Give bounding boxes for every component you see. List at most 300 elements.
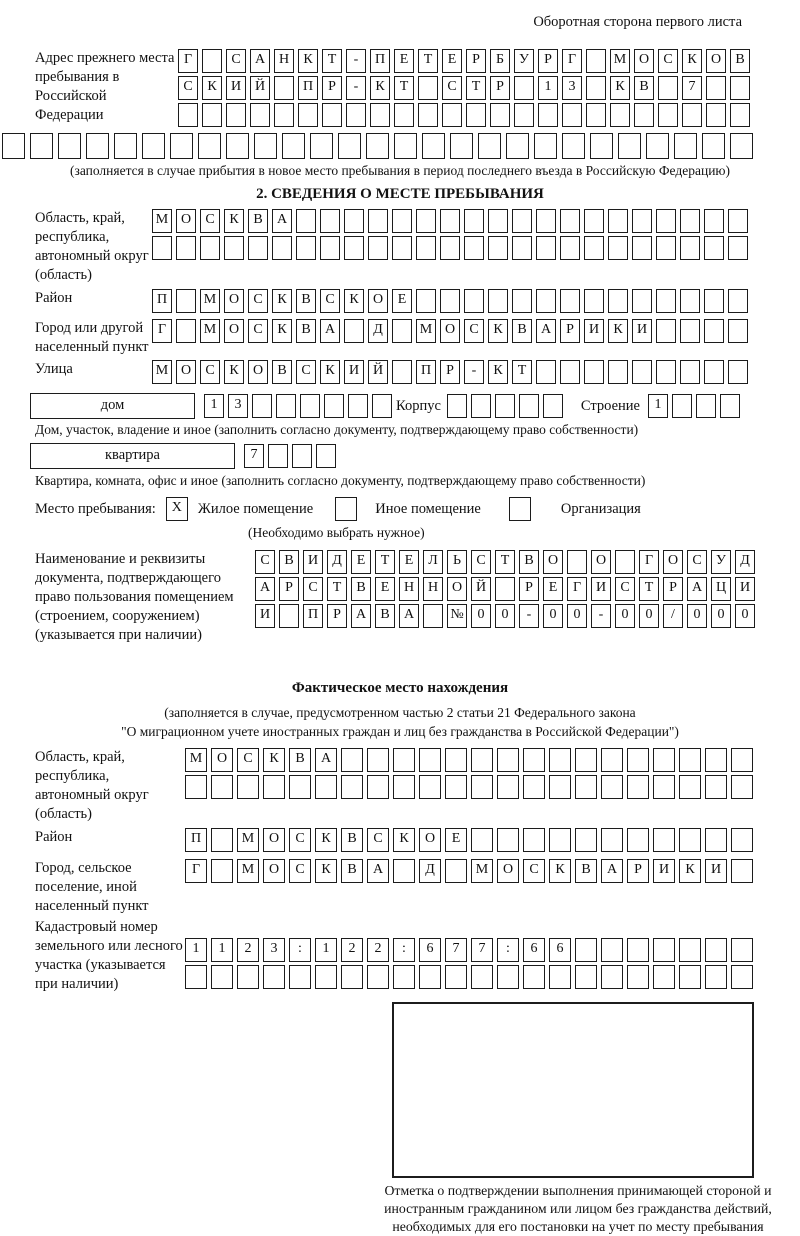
char-box bbox=[658, 103, 678, 127]
char-box: В bbox=[296, 289, 316, 313]
checkbox-other-premises bbox=[335, 497, 357, 521]
char-box bbox=[447, 394, 467, 418]
char-box: К bbox=[488, 360, 508, 384]
char-box: У bbox=[711, 550, 731, 574]
char-box bbox=[506, 133, 529, 159]
char-box: 7 bbox=[682, 76, 702, 100]
char-box bbox=[263, 775, 285, 799]
char-box: К bbox=[315, 859, 337, 883]
char-box bbox=[575, 938, 597, 962]
char-box bbox=[394, 103, 414, 127]
char-box: И bbox=[735, 577, 755, 601]
char-box: М bbox=[200, 289, 220, 313]
char-box bbox=[679, 938, 701, 962]
char-box bbox=[442, 103, 462, 127]
char-box bbox=[705, 828, 727, 852]
char-box: К bbox=[370, 76, 390, 100]
char-box bbox=[211, 965, 233, 989]
char-box: - bbox=[591, 604, 611, 628]
actual-district-field bbox=[0, 828, 800, 855]
char-box: О bbox=[211, 748, 233, 772]
char-box: К bbox=[298, 49, 318, 73]
char-box bbox=[728, 209, 748, 233]
char-box bbox=[519, 394, 539, 418]
char-row bbox=[178, 76, 800, 100]
document-label: Наименование и реквизиты документа, подтверждающего право пользования помещением (строением, сооружением) (указывается при наличии) bbox=[35, 551, 234, 643]
char-box: С bbox=[226, 49, 246, 73]
char-box bbox=[211, 859, 233, 883]
char-box bbox=[728, 360, 748, 384]
char-box bbox=[392, 236, 412, 260]
char-box bbox=[634, 103, 654, 127]
char-box: В bbox=[248, 209, 268, 233]
char-box bbox=[549, 775, 571, 799]
char-box bbox=[704, 236, 724, 260]
actual-location-caption2: "О миграционном учете иностранных граждан и лиц без гражданства в Российской Федерации") bbox=[121, 724, 679, 739]
char-box bbox=[316, 444, 336, 468]
char-box bbox=[445, 965, 467, 989]
char-box: Г bbox=[639, 550, 659, 574]
house-number-row bbox=[204, 394, 396, 418]
char-box: 3 bbox=[562, 76, 582, 100]
stay-type-label: Место пребывания: bbox=[35, 500, 156, 517]
char-box bbox=[653, 828, 675, 852]
char-box: А bbox=[367, 859, 389, 883]
char-box: С bbox=[303, 577, 323, 601]
char-box: Р bbox=[322, 76, 342, 100]
char-box: К bbox=[202, 76, 222, 100]
char-box bbox=[30, 133, 53, 159]
char-box bbox=[298, 103, 318, 127]
char-box bbox=[646, 133, 669, 159]
char-box: Е bbox=[399, 550, 419, 574]
char-box: 6 bbox=[549, 938, 571, 962]
stamp-caption: Отметка о подтверждении выполнения принимающей стороной и иностранным гражданином или лицом без гражданства действий, необходимых для его постановки на учет по месту пребывания bbox=[384, 1183, 772, 1234]
char-box bbox=[368, 236, 388, 260]
char-box: И bbox=[303, 550, 323, 574]
char-box bbox=[608, 289, 628, 313]
char-box bbox=[367, 748, 389, 772]
char-box: 0 bbox=[495, 604, 515, 628]
char-box bbox=[320, 209, 340, 233]
char-box: Р bbox=[440, 360, 460, 384]
char-box: С bbox=[523, 859, 545, 883]
char-box: Г bbox=[152, 319, 172, 343]
char-box: 1 bbox=[315, 938, 337, 962]
char-box bbox=[610, 103, 630, 127]
char-box bbox=[680, 360, 700, 384]
page-side-note: Оборотная сторона первого листа bbox=[533, 14, 742, 30]
char-box bbox=[680, 209, 700, 233]
char-box bbox=[512, 209, 532, 233]
char-box bbox=[176, 289, 196, 313]
char-box bbox=[584, 360, 604, 384]
char-box: Е bbox=[392, 289, 412, 313]
char-box bbox=[268, 444, 288, 468]
char-box bbox=[632, 289, 652, 313]
char-box: Г bbox=[185, 859, 207, 883]
district-field bbox=[0, 289, 800, 316]
char-box bbox=[705, 748, 727, 772]
char-box: П bbox=[370, 49, 390, 73]
char-box: Т bbox=[512, 360, 532, 384]
char-box bbox=[289, 965, 311, 989]
char-box bbox=[704, 209, 724, 233]
char-box: 0 bbox=[639, 604, 659, 628]
char-box: О bbox=[663, 550, 683, 574]
char-box bbox=[728, 236, 748, 260]
option-other-premises-label: Иное помещение bbox=[375, 500, 481, 517]
char-box bbox=[627, 748, 649, 772]
char-box: 3 bbox=[263, 938, 285, 962]
char-box: К bbox=[272, 289, 292, 313]
char-box bbox=[322, 103, 342, 127]
char-box bbox=[200, 236, 220, 260]
char-box bbox=[478, 133, 501, 159]
char-box: О bbox=[263, 828, 285, 852]
char-box bbox=[423, 604, 443, 628]
char-box bbox=[706, 76, 726, 100]
char-box bbox=[367, 775, 389, 799]
char-row bbox=[152, 289, 800, 313]
char-box bbox=[2, 133, 25, 159]
char-box: : bbox=[497, 938, 519, 962]
char-box: К bbox=[549, 859, 571, 883]
char-box bbox=[254, 133, 277, 159]
char-box bbox=[560, 289, 580, 313]
char-box bbox=[523, 965, 545, 989]
actual-location-caption1: (заполняется в случае, предусмотренном частью 2 статьи 21 Федерального закона bbox=[164, 705, 636, 720]
char-box: И bbox=[255, 604, 275, 628]
char-box bbox=[601, 828, 623, 852]
char-box: И bbox=[344, 360, 364, 384]
char-box: М bbox=[152, 209, 172, 233]
char-box bbox=[586, 103, 606, 127]
char-box bbox=[653, 965, 675, 989]
char-box bbox=[300, 394, 320, 418]
char-box: К bbox=[320, 360, 340, 384]
char-box bbox=[490, 103, 510, 127]
char-box: Т bbox=[495, 550, 515, 574]
option-organization-label: Организация bbox=[560, 500, 641, 517]
char-box: - bbox=[519, 604, 539, 628]
char-box: И bbox=[705, 859, 727, 883]
char-box bbox=[560, 209, 580, 233]
char-box: Г bbox=[567, 577, 587, 601]
char-box: С bbox=[442, 76, 462, 100]
char-box: О bbox=[440, 319, 460, 343]
char-row bbox=[152, 236, 800, 260]
char-box: С bbox=[367, 828, 389, 852]
char-box: Е bbox=[543, 577, 563, 601]
char-box: В bbox=[341, 828, 363, 852]
char-box: А bbox=[250, 49, 270, 73]
char-box bbox=[464, 236, 484, 260]
street-label: Улица bbox=[35, 361, 73, 377]
char-box bbox=[672, 394, 692, 418]
char-box bbox=[392, 360, 412, 384]
char-box bbox=[534, 133, 557, 159]
char-box bbox=[418, 76, 438, 100]
char-box: Р bbox=[663, 577, 683, 601]
char-box bbox=[185, 775, 207, 799]
char-box: А bbox=[536, 319, 556, 343]
char-box: С bbox=[255, 550, 275, 574]
char-box bbox=[632, 209, 652, 233]
char-box bbox=[419, 748, 441, 772]
char-box bbox=[445, 748, 467, 772]
char-box bbox=[720, 394, 740, 418]
char-box: Т bbox=[322, 49, 342, 73]
char-box: И bbox=[591, 577, 611, 601]
char-box: - bbox=[464, 360, 484, 384]
char-box bbox=[419, 775, 441, 799]
char-box: С bbox=[615, 577, 635, 601]
char-box bbox=[601, 938, 623, 962]
char-box bbox=[543, 394, 563, 418]
char-box bbox=[250, 103, 270, 127]
char-box bbox=[392, 319, 412, 343]
char-box: Д bbox=[327, 550, 347, 574]
char-box bbox=[471, 828, 493, 852]
char-box bbox=[272, 236, 292, 260]
char-box: А bbox=[272, 209, 292, 233]
char-box: Й bbox=[368, 360, 388, 384]
stay-type-caption: (Необходимо выбрать нужное) bbox=[248, 525, 425, 540]
cadastre-label: Кадастровый номер земельного или лесного участка (указывается при наличии) bbox=[35, 919, 183, 992]
char-box: Й bbox=[471, 577, 491, 601]
char-box bbox=[372, 394, 392, 418]
char-box: Е bbox=[445, 828, 467, 852]
char-box: К bbox=[315, 828, 337, 852]
char-row bbox=[185, 828, 800, 852]
char-box: К bbox=[610, 76, 630, 100]
char-box: Р bbox=[279, 577, 299, 601]
char-box: 2 bbox=[367, 938, 389, 962]
char-box bbox=[656, 209, 676, 233]
char-box: / bbox=[663, 604, 683, 628]
char-box: В bbox=[341, 859, 363, 883]
char-box: - bbox=[346, 76, 366, 100]
char-box bbox=[679, 775, 701, 799]
char-box bbox=[514, 103, 534, 127]
char-row-full-width bbox=[2, 133, 800, 159]
char-box: № bbox=[447, 604, 467, 628]
char-box bbox=[658, 76, 678, 100]
stamp-area-box bbox=[392, 1002, 754, 1178]
char-box: 1 bbox=[204, 394, 224, 418]
char-row bbox=[185, 859, 800, 883]
char-box bbox=[488, 289, 508, 313]
char-box: С bbox=[658, 49, 678, 73]
char-box: А bbox=[255, 577, 275, 601]
char-box bbox=[586, 49, 606, 73]
char-row bbox=[178, 49, 800, 73]
char-box bbox=[656, 236, 676, 260]
char-box: В bbox=[375, 604, 395, 628]
char-box bbox=[464, 209, 484, 233]
char-box bbox=[488, 236, 508, 260]
char-box: О bbox=[224, 319, 244, 343]
char-box bbox=[114, 133, 137, 159]
char-box bbox=[142, 133, 165, 159]
char-box bbox=[627, 938, 649, 962]
checkbox-organization bbox=[509, 497, 531, 521]
char-box bbox=[575, 828, 597, 852]
char-box bbox=[86, 133, 109, 159]
char-box bbox=[705, 775, 727, 799]
char-box: К bbox=[263, 748, 285, 772]
char-box bbox=[170, 133, 193, 159]
char-box bbox=[211, 775, 233, 799]
char-box bbox=[450, 133, 473, 159]
char-box bbox=[152, 236, 172, 260]
char-box: О bbox=[706, 49, 726, 73]
apartment-row bbox=[30, 443, 800, 469]
char-row bbox=[185, 748, 800, 772]
stay-type-row bbox=[35, 497, 800, 521]
cadastre-field bbox=[0, 918, 800, 994]
char-box bbox=[341, 748, 363, 772]
checkbox-residential: X bbox=[166, 497, 188, 521]
char-box bbox=[575, 748, 597, 772]
char-box bbox=[176, 236, 196, 260]
char-box: С bbox=[687, 550, 707, 574]
char-box: О bbox=[176, 360, 196, 384]
char-box bbox=[58, 133, 81, 159]
char-box: 0 bbox=[471, 604, 491, 628]
char-box bbox=[471, 748, 493, 772]
char-box: П bbox=[416, 360, 436, 384]
char-box bbox=[601, 748, 623, 772]
char-box: О bbox=[543, 550, 563, 574]
char-box: С bbox=[200, 360, 220, 384]
actual-district-label: Район bbox=[35, 829, 73, 845]
house-box: дом bbox=[30, 393, 195, 419]
char-box: О bbox=[224, 289, 244, 313]
apartment-number-row bbox=[244, 444, 340, 468]
char-box: 1 bbox=[538, 76, 558, 100]
char-box bbox=[601, 965, 623, 989]
char-box bbox=[560, 236, 580, 260]
char-box bbox=[274, 103, 294, 127]
char-box: 7 bbox=[244, 444, 264, 468]
char-box bbox=[320, 236, 340, 260]
char-box: К bbox=[488, 319, 508, 343]
char-box: М bbox=[416, 319, 436, 343]
char-box bbox=[731, 965, 753, 989]
house-caption: Дом, участок, владение и иное (заполнить согласно документу, подтверждающему право собственности) bbox=[35, 422, 639, 437]
char-box bbox=[471, 965, 493, 989]
char-box bbox=[523, 748, 545, 772]
char-box bbox=[315, 965, 337, 989]
char-box: 7 bbox=[445, 938, 467, 962]
region-field bbox=[0, 209, 800, 287]
char-box bbox=[292, 444, 312, 468]
char-box bbox=[560, 360, 580, 384]
char-box: 0 bbox=[615, 604, 635, 628]
char-box bbox=[185, 965, 207, 989]
char-box: Р bbox=[560, 319, 580, 343]
char-box bbox=[549, 828, 571, 852]
char-box: 0 bbox=[543, 604, 563, 628]
char-box bbox=[608, 360, 628, 384]
char-box: М bbox=[152, 360, 172, 384]
apartment-caption: Квартира, комната, офис и иное (заполнить согласно документу, подтверждающему право собственности) bbox=[35, 473, 646, 488]
char-box bbox=[705, 965, 727, 989]
char-box: Т bbox=[418, 49, 438, 73]
char-box bbox=[653, 748, 675, 772]
char-box: В bbox=[519, 550, 539, 574]
char-box: К bbox=[224, 209, 244, 233]
char-box bbox=[419, 965, 441, 989]
char-box bbox=[656, 289, 676, 313]
char-row bbox=[152, 360, 800, 384]
char-box bbox=[730, 76, 750, 100]
char-box: Н bbox=[274, 49, 294, 73]
char-box bbox=[274, 76, 294, 100]
char-box bbox=[393, 748, 415, 772]
char-box bbox=[618, 133, 641, 159]
char-box bbox=[418, 103, 438, 127]
char-box bbox=[344, 236, 364, 260]
char-box bbox=[341, 965, 363, 989]
char-box: М bbox=[200, 319, 220, 343]
char-box bbox=[394, 133, 417, 159]
char-box: В bbox=[512, 319, 532, 343]
char-box: Т bbox=[327, 577, 347, 601]
char-box bbox=[248, 236, 268, 260]
char-box: С bbox=[289, 828, 311, 852]
char-box bbox=[497, 748, 519, 772]
option-residential-label: Жилое помещение bbox=[197, 500, 314, 517]
char-box bbox=[226, 133, 249, 159]
char-box: Г bbox=[562, 49, 582, 73]
char-box bbox=[682, 103, 702, 127]
char-box: - bbox=[346, 49, 366, 73]
char-box bbox=[226, 103, 246, 127]
char-row bbox=[255, 550, 800, 574]
char-box bbox=[263, 965, 285, 989]
char-box bbox=[653, 775, 675, 799]
char-box bbox=[512, 236, 532, 260]
char-box bbox=[296, 236, 316, 260]
char-box bbox=[440, 209, 460, 233]
char-box: Г bbox=[178, 49, 198, 73]
char-box bbox=[538, 103, 558, 127]
char-box bbox=[495, 577, 515, 601]
actual-region-label: Область, край, республика, автономный округ (область) bbox=[35, 749, 149, 822]
char-box bbox=[632, 360, 652, 384]
char-box bbox=[731, 775, 753, 799]
char-box bbox=[536, 289, 556, 313]
char-box: И bbox=[653, 859, 675, 883]
char-box bbox=[224, 236, 244, 260]
char-box: Д bbox=[419, 859, 441, 883]
char-box bbox=[176, 319, 196, 343]
char-box bbox=[679, 965, 701, 989]
char-box: Е bbox=[351, 550, 371, 574]
char-box: В bbox=[351, 577, 371, 601]
char-box bbox=[368, 209, 388, 233]
char-row bbox=[185, 775, 800, 799]
char-box: К bbox=[344, 289, 364, 313]
char-box: Ь bbox=[447, 550, 467, 574]
char-box: Р bbox=[490, 76, 510, 100]
char-box: П bbox=[185, 828, 207, 852]
char-box bbox=[653, 938, 675, 962]
actual-city-field bbox=[0, 859, 800, 916]
